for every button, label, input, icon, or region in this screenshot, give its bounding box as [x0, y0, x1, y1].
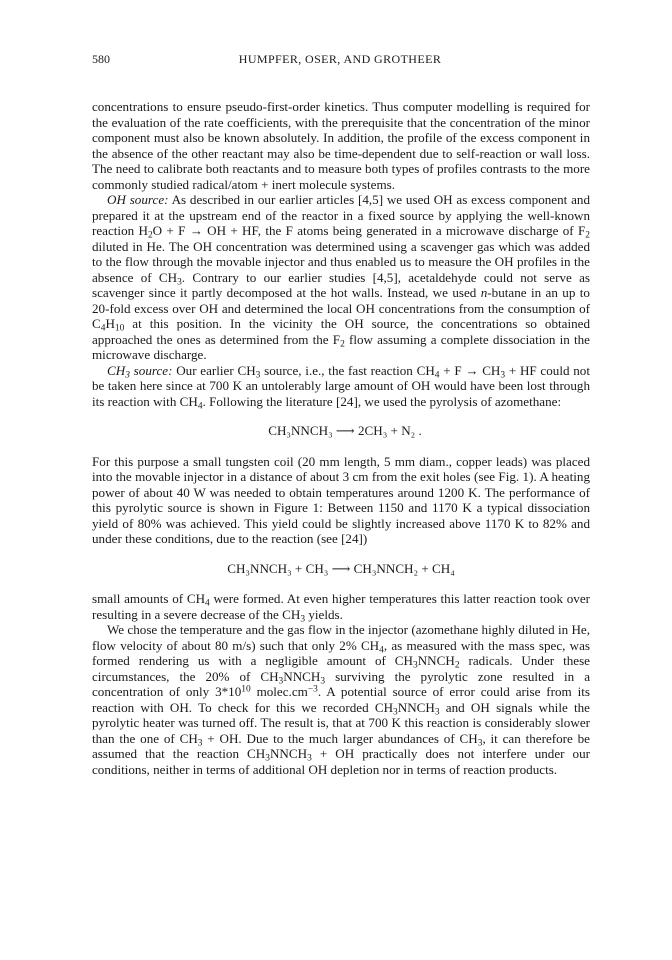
paragraph-ch3-source: $CH_3$ source: Our earlier $CH_3$ source, i.e., the fast reaction $CH_4 + F \to CH_3$ + HF could not be taken here since at 700 K an untolerably large amount of OH would have been lost through its reaction with $CH_4$. Following the literature [24], we used the pyrolysis of azomethane:: [92, 362, 590, 411]
equation-azomethane-pyrolysis: CH₃NNCH₃ ⟶ 2CH₃ + N₂ .: [268, 423, 422, 438]
running-title: HUMPFER, OSER, AND GROTHEER: [238, 52, 442, 66]
body-text: [92, 99, 590, 777]
ch3-source-label: $CH_3$ source:: [107, 362, 173, 380]
paragraph-tungsten-coil: For this purpose a small tungsten coil (20 mm length, 5 mm diam., copper leads) was placed into the movable injector in a distance of about 3 cm from the exit holes (see Fig. 1). A heating power of about 40 W was needed to obtain temperatures around 1200 K. The performance of this pyrolytic source is shown in Figure 1: Between 1150 and 1170 K a typical dissociation yield of 80% was achieved. This yield could be slightly increased above 1170 K to 82% and under these conditions, due to the reaction (see [24]): [92, 453, 590, 546]
paragraph-temperature-choice: We chose the temperature and the gas flow in the injector (azomethane highly diluted in He, flow velocity of about 80 m/s) such that only 2% $CH_4$, as measured with the mass spec, was formed rendering us with a negligible amount of $CH_3NNCH_2$ radicals. Under these circumstances, the 20% of $CH_3NNCH_3$ surviving the pyrolytic zone resulted in a concentration of only $3*10^{10}$ $molec.cm^{-3}$. A potential source of error could arise from its reaction with OH. To check for this we recorded $CH_3NNCH_3$ and OH signals while the pyrolytic heater was turned off. The result is, that at 700 K this reaction is considerably slower than the one of $CH_3$ + OH. Due to the much larger abundances of $CH_3$, it can therefore be assumed that the reaction $CH_3NNCH_3$ + OH practically does not interfere under our conditions, neither in terms of additional OH depletion nor in terms of reaction products.: [92, 622, 591, 777]
paragraph-1: concentrations to ensure pseudo-first-order kinetics. Thus computer modelling is required for the evaluation of the rate coefficients, with the prerequisite that the concentration of the minor component must also be known absolutely. In addition, the profile of the excess component in the absence of the other reactant may also be time-dependent due to self-reaction or wall loss. The need to calibrate both reactants and to measure both types of profiles contrasts to the more commonly studied radical/atom + inert molecule systems.: [92, 99, 590, 192]
paragraph-oh-source: OH source: As described in our earlier articles [4,5] we used OH as excess component and prepared it at the upstream end of the reactor in a fixed source by applying the well-known reaction $H_2O + F$ → OH + HF, the F atoms being generated in a microwave discharge of $F_2$ diluted in He. The OH concentration was determined using a scavenger gas which was added to the flow through the movable injector and thus enabled us to measure the OH profiles in the absence of $CH_3$. Contrary to our earlier studies [4,5], acetaldehyde could not serve as scavenger since it partly decomposed at the hot walls. Instead, we used n-butane in an up to 20-fold excess over OH and determined the local OH concentrations from the consumption of $C_4H_{10}$ at this position. In the vicinity the OH source, the concentrations so obtained approached the ones as determined from the $F_2$ flow assuming a complete dissociation in the microwave discharge.: [92, 192, 590, 362]
equation-ch3-reaction: CH₃NNCH₃ + CH₃ ⟶ CH₃NNCH₂ + CH₄: [227, 560, 455, 576]
page-header: [92, 50, 588, 68]
page-number: 580: [92, 52, 110, 66]
oh-source-label: OH source:: [107, 192, 169, 207]
paragraph-ch4-formed: small amounts of $CH_4$ were formed. At even higher temperatures this latter reaction took over resulting in a severe decrease of the $CH_3$ yields.: [92, 591, 590, 624]
